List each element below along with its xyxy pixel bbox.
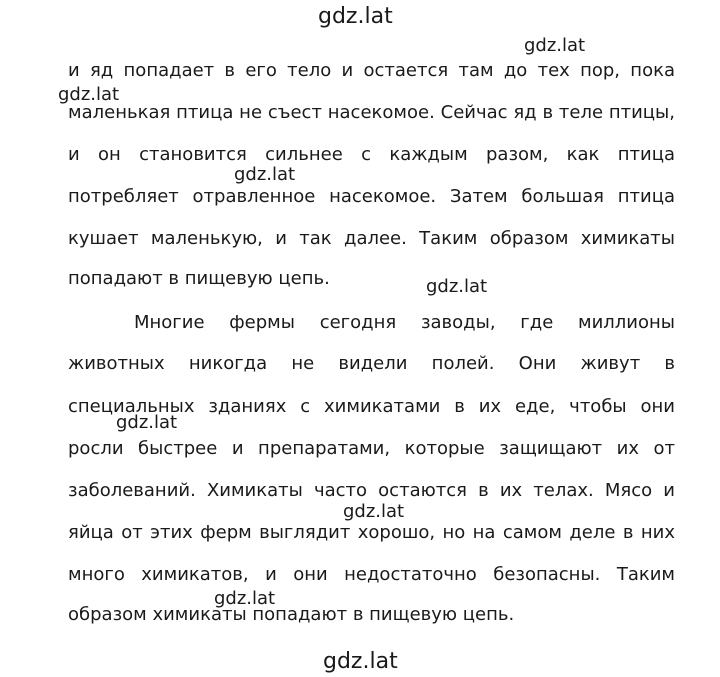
watermark: gdz.lat (524, 35, 586, 56)
text-line: образом химикаты попадают в пищевую цепь. (68, 604, 515, 625)
watermark-top: gdz.lat (318, 4, 393, 29)
watermark-bottom: gdz.lat (323, 649, 398, 674)
text-line: потребляет отравленное насекомое. Затем большая птица (68, 186, 675, 207)
text-line: и он становится сильнее с каждым разом, как птица (68, 144, 675, 165)
watermark: gdz.lat (58, 84, 120, 105)
text-line: яйца от этих ферм выглядит хорошо, но на самом деле в них (68, 522, 675, 543)
text-line: маленькая птица не съест насекомое. Сейчас яд в теле птицы, (68, 102, 675, 123)
text-line: попадают в пищевую цепь. (68, 268, 330, 289)
watermark: gdz.lat (214, 588, 276, 609)
text-line: росли быстрее и препаратами, которые защищают их от (68, 438, 675, 459)
watermark: gdz.lat (343, 501, 405, 522)
watermark: gdz.lat (426, 276, 488, 297)
text-line: много химикатов, и они недостаточно безопасны. Таким (68, 564, 675, 585)
watermark: gdz.lat (234, 164, 296, 185)
text-line: и яд попадает в его тело и остается там до тех пор, пока (68, 60, 675, 81)
text-line: животных никогда не видели полей. Они живут в (68, 353, 675, 374)
text-line: кушает маленькую, и так далее. Таким образом химикаты (68, 228, 675, 249)
watermark: gdz.lat (116, 412, 178, 433)
text-line: заболеваний. Химикаты часто остаются в их телах. Мясо и (68, 480, 675, 501)
text-line-indented: Многие фермы сегодня заводы, где миллионы (134, 312, 675, 333)
text-line: специальных зданиях с химикатами в их еде, чтобы они (68, 396, 675, 417)
